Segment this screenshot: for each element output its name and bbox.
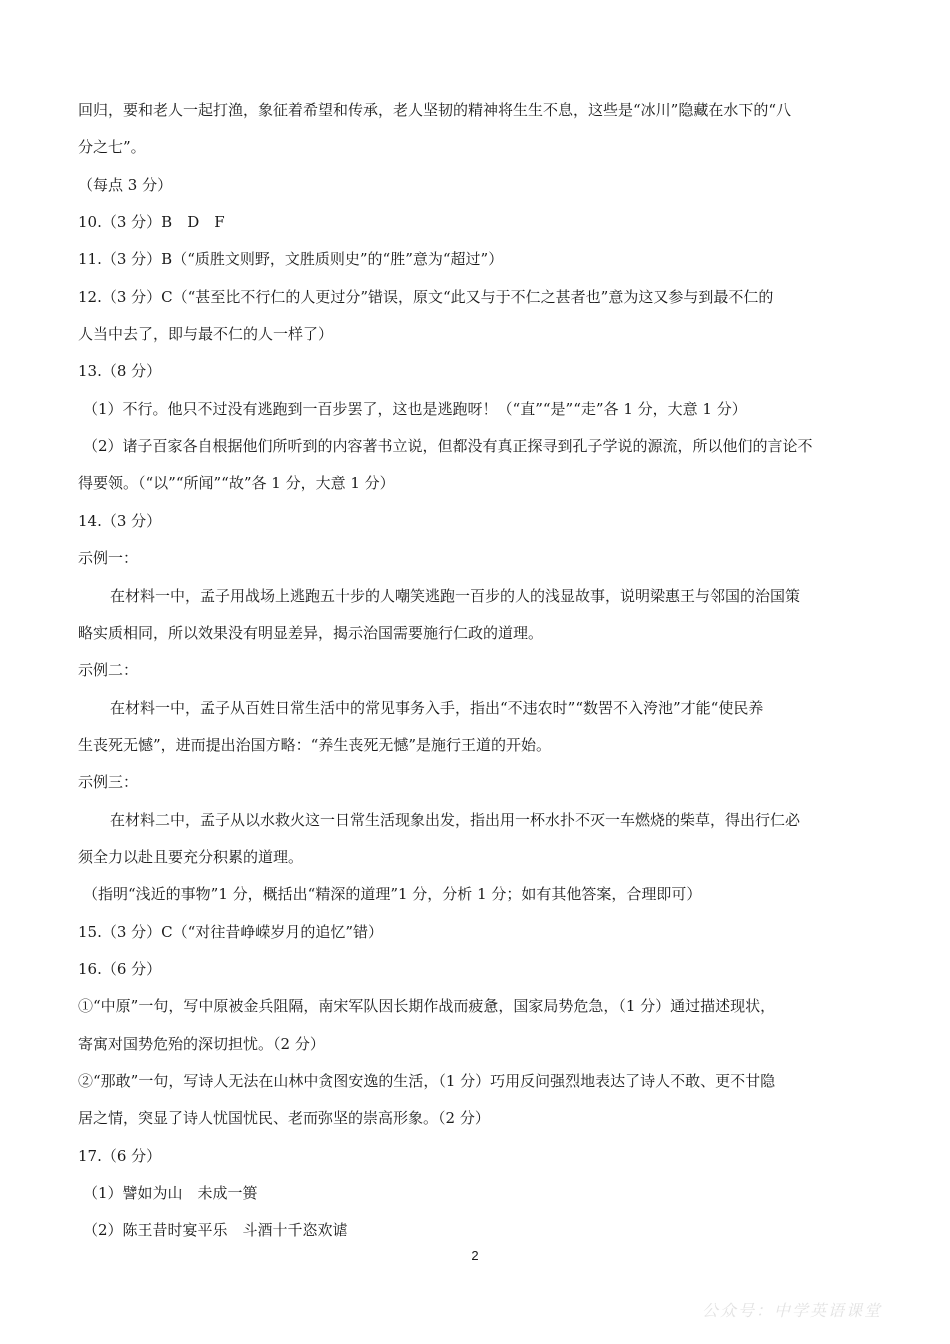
answer-17: 17.（6 分） — [78, 1147, 162, 1165]
watermark: 公众号：中学英语课堂 — [701, 1301, 882, 1320]
text-line: 分之七”。 — [78, 138, 146, 156]
text-line: ①“中原”一句，写中原被金兵阻隔，南宋军队因长期作战而疲惫，国家局势危急，（1 分）通过描述现状， — [78, 997, 776, 1015]
answer-15: 15.（3 分）C（“对往昔峥嵘岁月的追忆”错） — [78, 923, 383, 941]
text-line: （1）不行。他只不过没有逃跑到一百步罢了，这也是逃跑呀！（“直”“是”“走”各 1 分，大意 1 分） — [83, 400, 747, 418]
text-line: （2）诸子百家各自根据他们所听到的内容著书立说，但都没有真正探寻到孔子学说的源流，所以他们的言论不 — [83, 437, 813, 455]
answer-16: 16.（6 分） — [78, 960, 162, 978]
answer-11: 11.（3 分）B（“质胜文则野，文胜质则史”的“胜”意为“超过”） — [78, 250, 504, 268]
answer-12: 12.（3 分）C（“甚至比不行仁的人更过分”错误，原文“此又与于不仁之甚者也”意为这又参与到最不仁的 — [78, 288, 774, 306]
answer-13: 13.（8 分） — [78, 362, 162, 380]
text-line: ②“那敢”一句，写诗人无法在山林中贪图安逸的生活，（1 分）巧用反问强烈地表达了诗人不敢、更不甘隐 — [78, 1072, 776, 1090]
example-heading: 示例一： — [78, 549, 139, 567]
example-heading: 示例二： — [78, 661, 139, 679]
text-line: 寄寓对国势危殆的深切担忧。（2 分） — [78, 1035, 325, 1053]
text-line: 回归，要和老人一起打渔，象征着希望和传承，老人坚韧的精神将生生不息，这些是“冰川”隐藏在水下的“八 — [78, 101, 792, 119]
text-line: 居之情，突显了诗人忧国忧民、老而弥坚的崇高形象。（2 分） — [78, 1109, 490, 1127]
answer-14: 14.（3 分） — [78, 512, 162, 530]
text-line: 略实质相同，所以效果没有明显差异，揭示治国需要施行仁政的道理。 — [78, 624, 544, 642]
text-line: （指明“浅近的事物”1 分，概括出“精深的道理”1 分，分析 1 分；如有其他答案，合理即可） — [83, 885, 702, 903]
text-line: 生丧死无憾”，进而提出治国方略：“养生丧死无憾”是施行王道的开始。 — [78, 736, 552, 754]
example-heading: 示例三： — [78, 773, 139, 791]
text-line: 在材料二中，孟子从以水救火这一日常生活现象出发，指出用一杯水扑不灭一车燃烧的柴草，得出行仁必 — [110, 811, 801, 829]
text-line: 得要领。（“以”“所闻”“故”各 1 分，大意 1 分） — [78, 474, 395, 492]
text-line: （每点 3 分） — [78, 176, 173, 194]
text-line: （1）譬如为山 未成一篑 — [83, 1184, 258, 1202]
text-line: 须全力以赴且要充分积累的道理。 — [78, 848, 304, 866]
text-line: 在材料一中，孟子用战场上逃跑五十步的人嘲笑逃跑一百步的人的浅显故事，说明梁惠王与邻国的治国策 — [110, 587, 801, 605]
text-line: （2）陈王昔时宴平乐 斗酒十千恣欢谑 — [83, 1221, 348, 1239]
answer-10: 10.（3 分）B D F — [78, 213, 225, 231]
text-line: 在材料一中，孟子从百姓日常生活中的常见事务入手，指出“不违农时”“数罟不入洿池”才能“使民养 — [110, 699, 764, 717]
page-number: 2 — [471, 1248, 479, 1263]
text-line: 人当中去了，即与最不仁的人一样了） — [78, 325, 334, 343]
